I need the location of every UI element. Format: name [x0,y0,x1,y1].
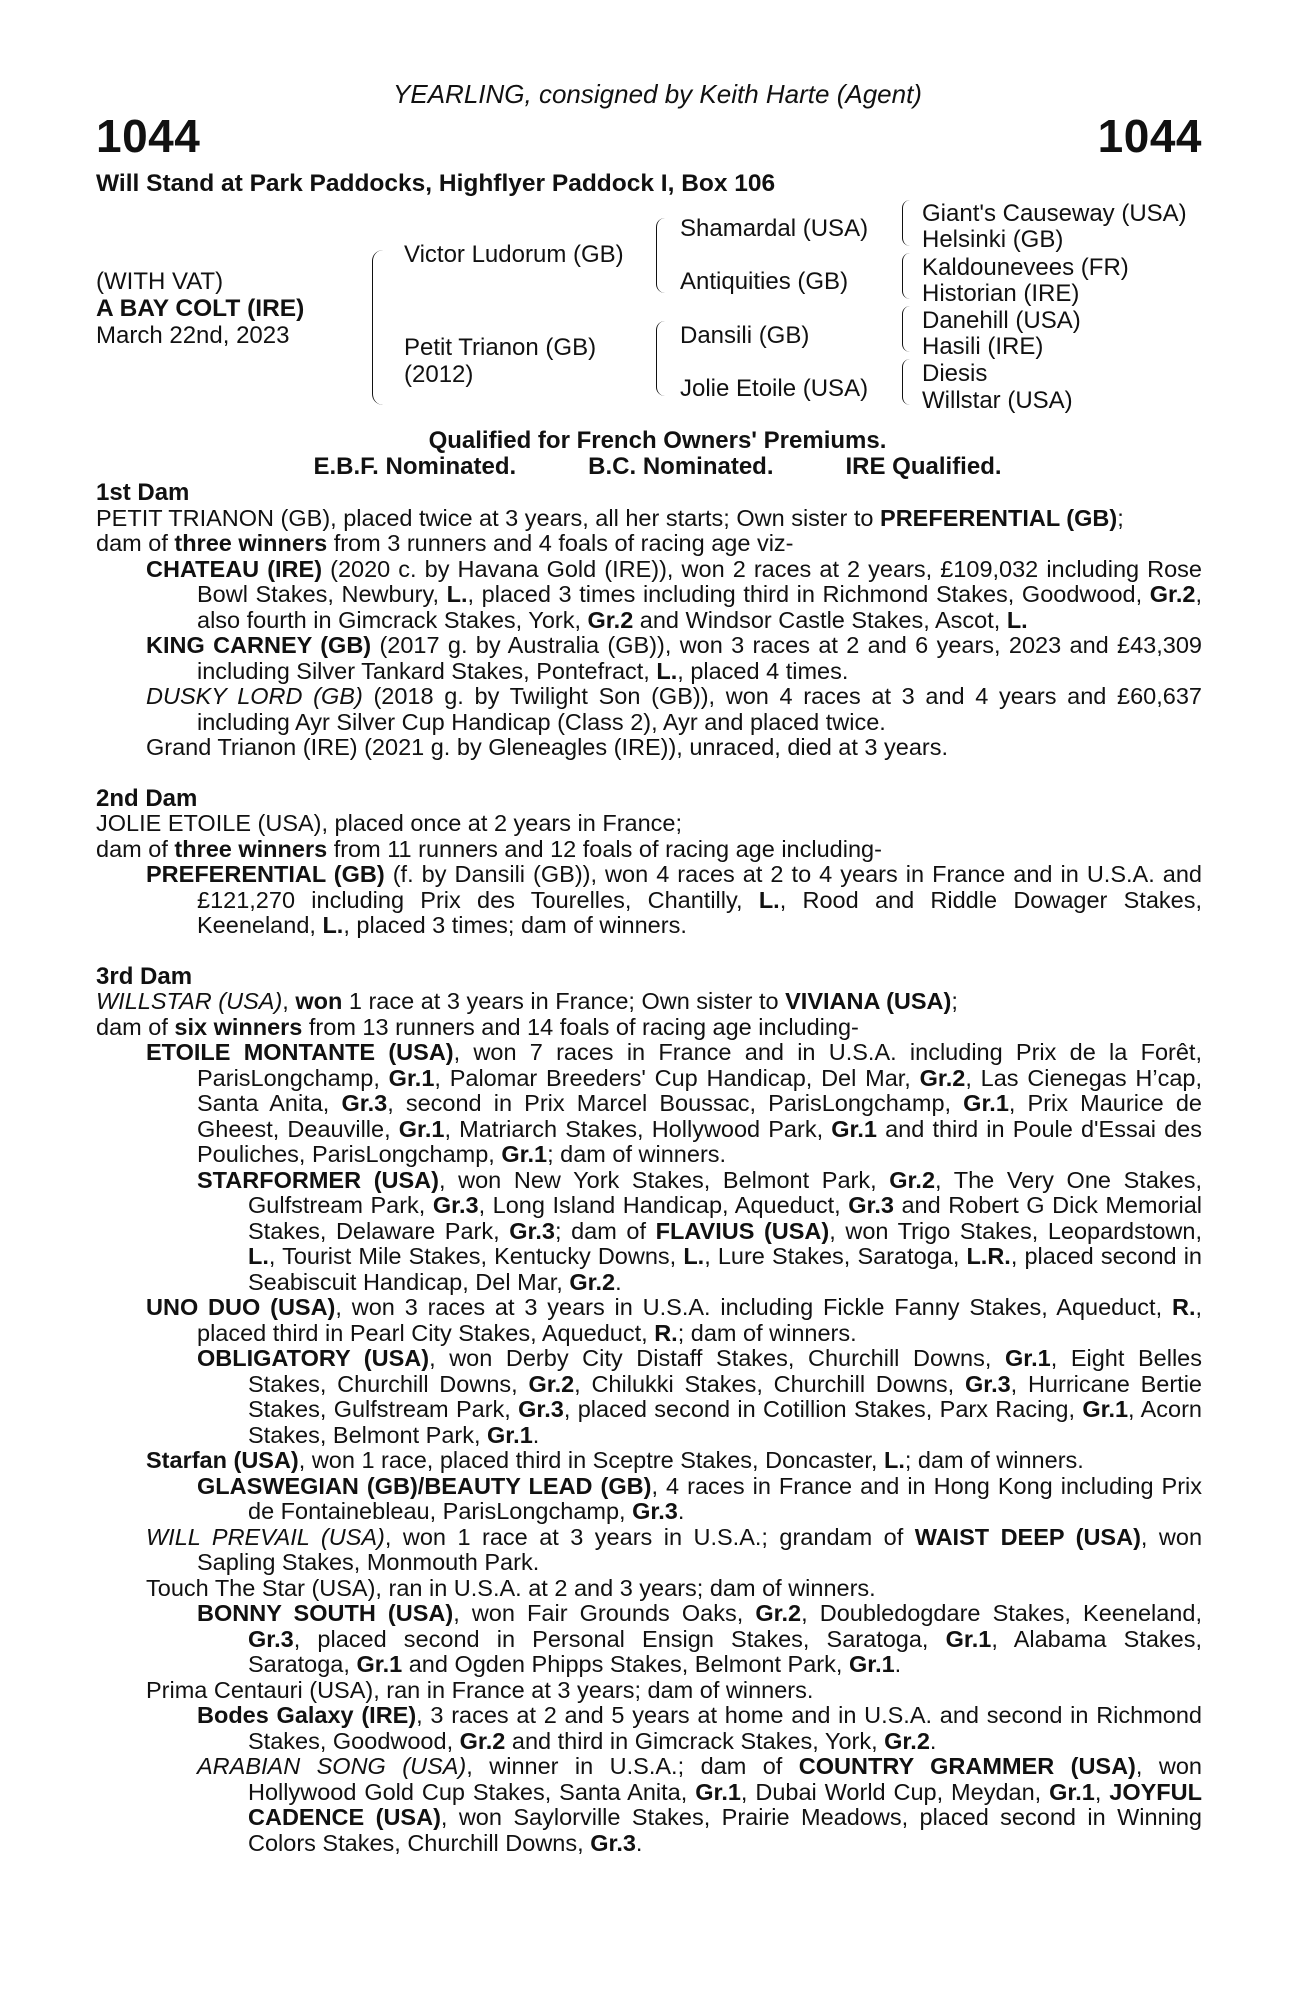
text-run: , placed 4 times. [677,657,849,684]
bold-text-run: three winners [174,530,328,556]
bold-text-run: GLASWEGIAN (GB)/BEAUTY LEAD (GB) [197,1472,652,1499]
text-run: , won Sapling Stakes, Monmouth Park. [197,1523,1203,1575]
lot-title: A BAY COLT (IRE) [96,295,305,322]
bold-text-run: Starfan (USA) [146,1447,299,1473]
bold-text-run: VIVIANA (USA) [785,988,952,1014]
bold-text-run: L. [322,912,344,938]
bold-text-run: Gr.1 [501,1141,548,1167]
text-run: , won Hollywood Gold Cup Stakes, Santa Anita, [248,1753,1202,1805]
consignor-line: YEARLING, consigned by Keith Harte (Agent) [393,79,922,109]
text-run: . [929,1727,937,1754]
text-run: , won New York Stakes, Belmont Park, [438,1166,890,1193]
bold-text-run: Gr.2 [1149,581,1196,607]
pedigree-brace-g3-1 [902,200,910,246]
bold-text-run: L. [248,1243,269,1269]
text-run: ; dam of [554,1217,656,1244]
bold-text-run: Gr.1 [398,1115,445,1142]
bold-text-run: L. [883,1447,905,1473]
bold-text-run: Gr.2 [919,1064,966,1091]
grand-produce-entry [96,1346,1202,1448]
text-run: , placed 3 times; dam of winners. [343,912,687,938]
produce-entry [96,557,1202,634]
pedigree-gen3-4: Historian (IRE) [922,280,1080,307]
third-dam-heading: 3rd Dam [96,962,193,990]
bc-nomination: B.C. Nominated. [588,453,774,480]
text-run: (2017 g. by Australia (GB)), won 3 races at 2 and 6 years, 2023 and £43,309 including Silver Tankard Stakes, Pontefract, [197,632,1202,684]
text-run: , second in Prix Marcel Boussac, ParisLongchamp, [387,1090,964,1116]
text-run: dam of [96,835,175,862]
text-run: dam of [96,530,175,556]
first-dam-intro [96,506,1202,532]
bold-text-run: Gr.1 [695,1778,741,1805]
bold-text-run: Gr.1 [1082,1396,1129,1422]
pedigree-sire-dam: Antiquities (GB) [680,268,849,295]
second-dam-heading: 2nd Dam [96,784,198,812]
produce-entry [96,1525,1202,1576]
pedigree-dam-year: (2012) [404,361,474,388]
produce-entry [96,1040,1202,1168]
pedigree-brace-g3-2 [902,253,910,299]
text-run: and Ogden Phipps Stakes, Belmont Park, [402,1651,849,1677]
text-run: (2020 c. by Havana Gold (IRE)), won 2 races at 2 years, £109,032 including Rose Bowl Stakes, Newbury, [197,555,1203,607]
bold-text-run: Gr.1 [1004,1345,1051,1371]
bold-text-run: Gr.3 [341,1090,388,1116]
bold-text-run: L.R. [966,1243,1011,1269]
text-run: , Doubledogdare Stakes, Keeneland, [801,1600,1202,1626]
bold-text-run: WAIST DEEP (USA) [914,1523,1141,1550]
text-run: , won 7 races in France and in U.S.A. including Prix de la Forêt, ParisLongchamp, [197,1039,1202,1091]
produce-entry [96,862,1202,939]
italic-text-run: DUSKY LORD (GB) [146,683,363,709]
bold-text-run: six winners [174,1013,303,1040]
text-run: from 13 runners and 14 foals of racing age including- [302,1013,859,1040]
stabling-location: Will Stand at Park Paddocks, Highflyer Paddock I, Box 106 [96,170,776,197]
bold-text-run: Gr.1 [945,1625,992,1652]
text-run: . [635,1829,643,1856]
text-run: , won Trigo Stakes, Leopardstown, [829,1217,1202,1244]
text-run: PETIT TRIANON (GB), placed twice at 3 years, all her starts; Own sister to [96,504,881,531]
pedigree-gen3-5: Danehill (USA) [922,307,1081,334]
text-run: , won Fair Grounds Oaks, [453,1600,756,1626]
text-run: . [677,1498,685,1524]
text-run: , Chilukki Stakes, Churchill Downs, [574,1370,965,1397]
second-dam-section [96,786,1202,939]
text-run: , [282,988,296,1014]
pedigree-brace-dam [656,321,665,396]
pedigree-gen3-8: Willstar (USA) [922,387,1073,414]
text-run: Grand Trianon (IRE) (2021 g. by Gleneagles (IRE)), unraced, died at 3 years. [146,734,949,760]
text-run: from 3 runners and 4 foals of racing age viz- [327,530,794,556]
grand-produce-entry [96,1474,1202,1525]
third-dam-section [96,964,1202,1857]
bold-text-run: Gr.3 [518,1396,564,1422]
text-run: , won 3 races at 3 years in U.S.A. including Fickle Fanny Stakes, Aqueduct, [335,1294,1172,1320]
bold-text-run: Gr.3 [632,1498,678,1524]
text-run: , The Very One Stakes, Gulfstream Park, [248,1166,1202,1218]
bold-text-run: Gr.1 [487,1421,533,1448]
pedigree-dam-dam: Jolie Etoile (USA) [680,375,869,402]
second-dam-intro [96,811,1202,837]
bold-text-run: L. [683,1243,705,1269]
bold-text-run: Gr.2 [889,1166,936,1193]
bold-text-run: FLAVIUS (USA) [655,1217,830,1244]
bold-text-run: Gr.1 [1049,1778,1095,1805]
text-run: , won 1 race, placed third in Sceptre Stakes, Doncaster, [298,1447,884,1473]
pedigree-gen3-3: Kaldounevees (FR) [922,254,1129,281]
text-run: , Acorn Stakes, Belmont Park, [248,1396,1202,1448]
bold-text-run: STARFORMER (USA) [197,1166,439,1193]
text-run: dam of [96,1013,175,1040]
text-run: ; [951,988,958,1014]
first-dam-produce-line [96,531,1202,557]
text-run: , placed third in Pearl City Stakes, Aqueduct, [197,1294,1202,1346]
bold-text-run: Gr.2 [528,1370,575,1397]
text-run: , won 1 race at 3 years in U.S.A.; grandam of [384,1523,915,1550]
pedigree-brace-sire [656,218,665,293]
vat-note: (WITH VAT) [96,268,224,295]
produce-entry [96,1448,1202,1474]
nominations-line [0,454,1315,480]
bold-text-run: R. [1171,1294,1196,1320]
text-run: Touch The Star (USA), ran in U.S.A. at 2 and 3 years; dam of winners. [146,1574,876,1601]
ebf-nomination: E.B.F. Nominated. [313,453,517,480]
text-run: ; [1117,504,1124,531]
text-run: JOLIE ETOILE (USA), placed once at 2 years in France; [96,810,683,836]
lot-number-left: 1044 [96,110,201,162]
bold-text-run: Gr.3 [964,1370,1011,1397]
bold-text-run: Gr.1 [831,1115,877,1142]
bold-text-run: Gr.2 [569,1268,616,1295]
text-run: from 11 runners and 12 foals of racing age including- [327,835,882,862]
text-run: , 4 races in France and in Hong Kong including Prix de Fontainebleau, ParisLongchamp, [248,1472,1203,1524]
produce-entry [96,1576,1202,1602]
bold-text-run: Gr.3 [509,1217,555,1244]
text-run: , Long Island Handicap, Aqueduct, [478,1192,849,1218]
italic-text-run: WILLSTAR (USA) [96,988,283,1014]
bold-text-run: JOYFUL CADENCE (USA) [248,1778,1202,1830]
text-run: , [1094,1778,1110,1805]
bold-text-run: Gr.3 [848,1192,894,1218]
text-run: , Lure Stakes, Saratoga, [704,1243,967,1269]
text-run: and Windsor Castle Stakes, Ascot, [633,606,1007,633]
bold-text-run: CHATEAU (IRE) [146,555,323,582]
text-run: . [615,1268,622,1295]
pedigree-dam-sire: Dansili (GB) [680,322,810,349]
grand-produce-entry [96,1168,1202,1296]
grand-produce-entry [96,1601,1202,1678]
produce-entry [96,735,1202,761]
pedigree-dam: Petit Trianon (GB) [404,334,597,361]
text-run: , Eight Belles Stakes, Churchill Downs, [248,1345,1202,1397]
bold-text-run: Gr.1 [388,1064,435,1091]
pedigree-gen3-6: Hasili (IRE) [922,333,1044,360]
second-dam-produce-line [96,837,1202,863]
text-run: ; dam of winners. [547,1141,727,1167]
bold-text-run: Gr.1 [963,1090,1009,1116]
text-run: , Alabama Stakes, Saratoga, [248,1625,1202,1677]
pedigree-brace-g3-4 [902,359,910,405]
grand-produce-entry [96,1703,1202,1754]
ire-qualification: IRE Qualified. [845,453,1002,480]
text-run: , Prix Maurice de Gheest, Deauville, [197,1090,1202,1142]
produce-entry [96,633,1202,684]
bold-text-run: won [295,988,343,1014]
bold-text-run: KING CARNEY (GB) [146,632,372,658]
bold-text-run: Gr.1 [848,1651,895,1677]
bold-text-run: PREFERENTIAL (GB) [146,861,385,887]
bold-text-run: Gr.2 [587,606,634,633]
text-run: 1 race at 3 years in France; Own sister to [342,988,786,1014]
bold-text-run: COUNTRY GRAMMER (USA) [798,1753,1136,1779]
french-premiums-note: Qualified for French Owners' Premiums. [428,427,887,454]
second-dam-produce-list [96,862,1202,939]
text-run: , Rood and Riddle Dowager Stakes, Keeneland, [197,886,1202,938]
bold-text-run: L. [446,581,468,607]
pedigree-brace-gen1 [372,250,383,405]
text-run: ; dam of winners. [677,1319,857,1346]
text-run: , winner in U.S.A.; dam of [466,1753,799,1779]
produce-entry [96,684,1202,735]
foaling-date: March 22nd, 2023 [96,322,290,349]
text-run: . [894,1651,902,1677]
text-run: . [532,1421,540,1448]
bold-text-run: Gr.3 [432,1192,479,1218]
pedigree-sire: Victor Ludorum (GB) [404,241,624,268]
bold-text-run: PREFERENTIAL (GB) [880,504,1118,531]
text-run: , Palomar Breeders' Cup Handicap, Del Mar, [434,1064,920,1091]
bold-text-run: Bodes Galaxy (IRE) [197,1702,417,1728]
text-run: and third in Gimcrack Stakes, York, [505,1727,885,1754]
bold-text-run: L. [1006,606,1028,633]
pedigree-gen3-1: Giant's Causeway (USA) [922,200,1187,227]
third-dam-intro [96,989,1202,1015]
produce-entry [96,1295,1202,1346]
first-dam-heading: 1st Dam [96,479,190,506]
bold-text-run: Gr.1 [356,1651,403,1677]
text-run: (f. by Dansili (GB)), won 4 races at 2 to 4 years in France and in U.S.A. and £121,270 including Prix des Tourelles, Chantilly, [197,861,1202,913]
text-run: , Tourist Mile Stakes, Kentucky Downs, [268,1243,684,1269]
bold-text-run: L. [656,657,678,684]
text-run: , placed 3 times including third in Richmond Stakes, Goodwood, [467,581,1150,607]
text-run: , won Derby City Distaff Stakes, Churchill Downs, [429,1345,1005,1371]
italic-text-run: WILL PREVAIL (USA) [146,1523,385,1550]
bold-text-run: ETOILE MONTANTE (USA) [146,1039,454,1065]
grand-produce-entry [96,1754,1202,1856]
pedigree-gen3-7: Diesis [922,360,988,387]
bold-text-run: Gr.3 [248,1625,294,1652]
third-dam-produce-line [96,1015,1202,1041]
text-run: , Las Cienegas H’cap, Santa Anita, [197,1064,1202,1116]
produce-entry [96,1678,1202,1704]
text-run: , also fourth in Gimcrack Stakes, York, [197,581,1202,633]
text-run: , won Saylorville Stakes, Prairie Meadows, placed second in Winning Colors Stakes, Churchill Downs, [248,1804,1202,1856]
italic-text-run: ARABIAN SONG (USA) [197,1753,467,1779]
text-run: , placed second in Cotillion Stakes, Parx Racing, [563,1396,1083,1422]
bold-text-run: R. [654,1319,678,1346]
bold-text-run: Gr.3 [590,1829,636,1856]
text-run: , placed second in Personal Ensign Stakes, Saratoga, [293,1625,946,1652]
text-run: (2018 g. by Twilight Son (GB)), won 4 races at 3 and 4 years and £60,637 including Ayr Silver Cup Handicap (Class 2), Ayr and placed twice. [197,683,1202,735]
third-dam-produce-list [96,1040,1202,1856]
text-run: ; dam of winners. [904,1447,1084,1473]
text-run: , Matriarch Stakes, Hollywood Park, [444,1115,832,1142]
text-run: , 3 races at 2 and 5 years at home and in U.S.A. and second in Richmond Stakes, Goodwood, [248,1702,1202,1754]
pedigree-brace-g3-3 [902,306,910,352]
bold-text-run: three winners [174,835,328,862]
text-run: , placed second in Seabiscuit Handicap, Del Mar, [248,1243,1202,1295]
text-run: , Hurricane Bertie Stakes, Gulfstream Park, [248,1370,1202,1422]
first-dam-produce-list [96,557,1202,761]
lot-number-right: 1044 [1097,110,1202,162]
bold-text-run: Gr.2 [884,1727,930,1754]
text-run: , Dubai World Cup, Meydan, [740,1778,1050,1805]
bold-text-run: UNO DUO (USA) [146,1294,336,1320]
text-run: Prima Centauri (USA), ran in France at 3 years; dam of winners. [146,1676,814,1703]
bold-text-run: Gr.2 [755,1600,802,1626]
text-run: and Robert G Dick Memorial Stakes, Delaware Park, [248,1192,1202,1244]
bold-text-run: Gr.2 [459,1727,506,1754]
text-run: and third in Poule d'Essai des Pouliches, ParisLongchamp, [197,1115,1202,1167]
dam-sections [96,480,1202,1856]
pedigree-sire-sire: Shamardal (USA) [680,215,869,242]
bold-text-run: OBLIGATORY (USA) [197,1345,430,1371]
first-dam-section [96,480,1202,761]
pedigree-gen3-2: Helsinki (GB) [922,226,1064,253]
bold-text-run: L. [758,886,780,913]
bold-text-run: BONNY SOUTH (USA) [197,1600,454,1626]
